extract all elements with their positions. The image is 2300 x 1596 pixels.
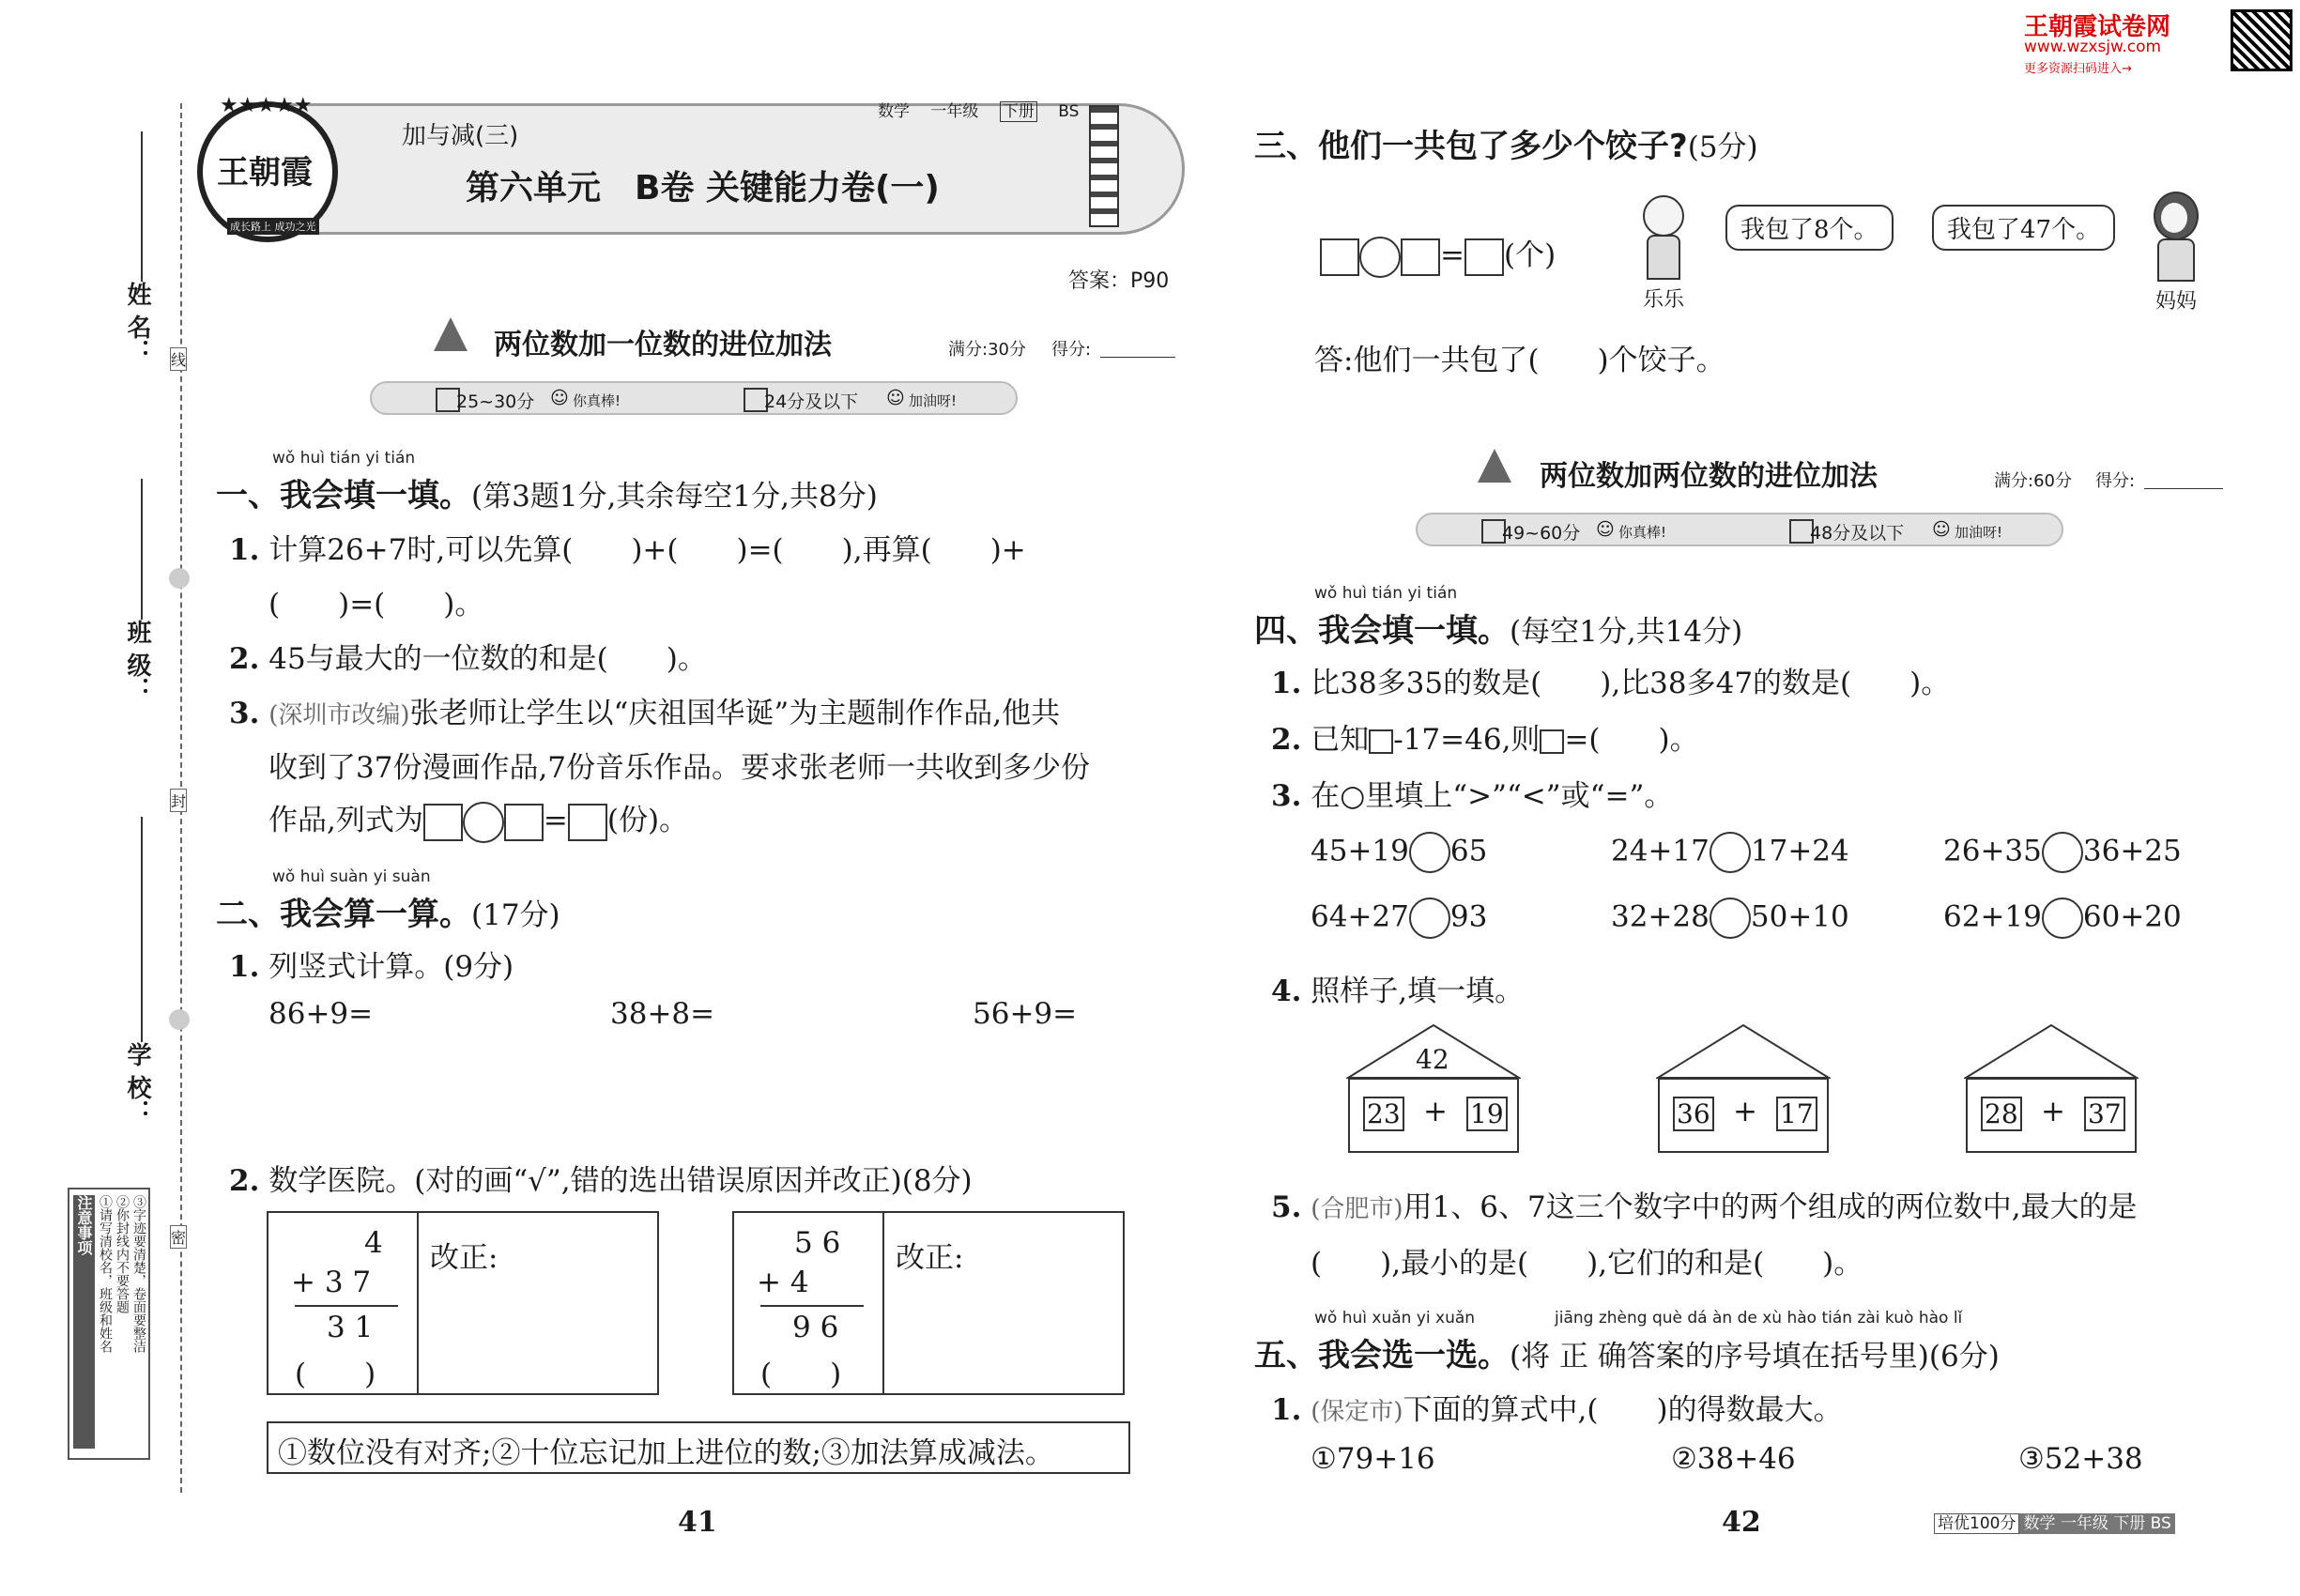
- school-label: 学 校：: [123, 1042, 151, 1125]
- note-1: ①请写清校名，班级和姓名: [98, 1195, 113, 1353]
- house-b: 37: [2084, 1097, 2125, 1131]
- part1-heading-row: [216, 469, 878, 515]
- part5-heading: 五、我会选一选。: [1254, 1337, 1510, 1374]
- compare-left: 45+19: [1311, 834, 1409, 868]
- part1-q2-text: 45与最大的一位数的和是( )。: [268, 642, 707, 676]
- option-2[interactable]: ②38+46: [1671, 1442, 1796, 1476]
- part2-q1: [229, 943, 514, 985]
- plus-sign: +: [2041, 1095, 2065, 1128]
- footer-badge: [1934, 1510, 2175, 1533]
- page-number-left: 41: [678, 1506, 717, 1539]
- compare-3: [1943, 832, 2182, 873]
- part2-q1-text: 列竖式计算。(9分): [268, 950, 514, 984]
- compare-right: 93: [1449, 899, 1488, 934]
- calc-2: 38+8=: [610, 997, 715, 1031]
- part4-q2-a: 已知: [1311, 723, 1370, 757]
- compare-circle[interactable]: [2042, 898, 2083, 939]
- option-3[interactable]: ③52+38: [2018, 1442, 2143, 1476]
- page-number-right: 42: [1722, 1506, 1761, 1539]
- q-number: 3.: [1271, 779, 1302, 813]
- unit: (个): [1503, 238, 1556, 272]
- q-number: 2.: [1271, 723, 1302, 757]
- compare-circle[interactable]: [1409, 898, 1450, 939]
- house-3: [1964, 1023, 2139, 1155]
- rating-good-text: 你真棒!: [1618, 524, 1667, 541]
- section2-full-score: 满分:60分: [1994, 471, 2072, 491]
- part5-q1-text: 下面的算式中,( )的得数最大。: [1403, 1393, 1843, 1427]
- boy-avatar: [1633, 195, 1690, 280]
- box2-paren[interactable]: ( ): [760, 1358, 842, 1391]
- rating-good-range: 25~30分: [456, 391, 535, 412]
- compare-circle[interactable]: [1710, 832, 1751, 873]
- section2-score-label: 得分:: [2095, 471, 2136, 491]
- part4-q1: [1271, 659, 1950, 701]
- rating-good-text: 你真棒!: [573, 392, 621, 409]
- part1-pinyin: wǒ huì tián yi tián: [272, 449, 416, 468]
- part1-q3-line2: 收到了37份漫画作品,7份音乐作品。要求张老师一共收到多少份: [268, 751, 1091, 785]
- rating-low-text: 加油呀!: [1955, 524, 2003, 541]
- part5-pinyin-2: jiāng zhèng què dá àn de xù hào tián zài kuò hào lǐ: [1555, 1309, 1963, 1327]
- mom-name: 妈妈: [2155, 290, 2198, 314]
- house-body: [1658, 1078, 1829, 1153]
- compare-left: 26+35: [1943, 834, 2042, 868]
- answer-box[interactable]: [1369, 729, 1393, 754]
- house-a: 23: [1363, 1097, 1404, 1131]
- smile-icon: ☺: [1596, 519, 1615, 540]
- box2-res: 9 6: [792, 1311, 839, 1344]
- watermark: [2018, 6, 2300, 81]
- header-grade: 一年级: [930, 102, 979, 121]
- lighthouse-icon: [1089, 105, 1119, 227]
- part4-q5-line2: ( ),最小的是( ),它们的和是( )。: [1311, 1247, 1863, 1281]
- clinic-box-1: [267, 1211, 659, 1395]
- compare-2: [1611, 832, 1849, 873]
- section1-title: 两位数加一位数的进位加法: [494, 329, 832, 361]
- logo-sub1: 成长路上: [230, 221, 271, 233]
- smile-icon: ☺: [550, 388, 569, 408]
- bubble-kid: 我包了8个。: [1725, 205, 1894, 251]
- name-label: 姓 名：: [123, 282, 151, 364]
- source-tag: (保定市): [1311, 1398, 1403, 1426]
- qr-code-icon: [2231, 9, 2292, 71]
- part3-answer: 答:他们一共包了( )个饺子。: [1314, 344, 1725, 377]
- option-1[interactable]: ①79+16: [1311, 1442, 1435, 1476]
- part4-q3-text: 在○里填上“>”“<”或“=”。: [1311, 779, 1674, 813]
- boy-body: [1647, 235, 1680, 280]
- part1-note: (第3题1分,其余每空1分,共8分): [471, 480, 878, 514]
- house-b: 19: [1466, 1097, 1508, 1131]
- mom-body: [2157, 238, 2195, 282]
- operator-circle[interactable]: [1359, 237, 1401, 278]
- part3-note: (5分): [1687, 130, 1758, 164]
- source-tag: (合肥市): [1311, 1195, 1403, 1223]
- compare-5: [1611, 898, 1849, 939]
- q-number: 1.: [229, 950, 260, 984]
- part3-eq: [1320, 231, 1556, 278]
- section2-score-line: [2144, 488, 2223, 489]
- part4-q5-line1: 用1、6、7这三个数字中的两个组成的两位数中,最大的是: [1403, 1190, 2138, 1224]
- class-line: [141, 479, 143, 620]
- part5-heading-row: [1254, 1329, 2000, 1375]
- logo-text: 王朝霞: [217, 154, 313, 192]
- watermark-url: www.wzxsjw.com: [2024, 38, 2162, 56]
- calc-3: 56+9=: [973, 997, 1078, 1031]
- scissors-icon: [169, 568, 190, 589]
- compare-1: [1311, 832, 1487, 873]
- house-2: [1656, 1023, 1831, 1155]
- logo-stars: ★★★★★: [220, 94, 313, 117]
- section1-rating: [370, 381, 1018, 415]
- part4-heading: 四、我会填一填。: [1254, 612, 1510, 650]
- box1-mid: + 3 7: [291, 1266, 372, 1299]
- house-a: 36: [1673, 1097, 1714, 1131]
- part4-q2: [1271, 715, 1699, 758]
- answer-box[interactable]: [1401, 238, 1440, 276]
- kid-name: 乐乐: [1643, 288, 1685, 312]
- sailboat-icon: [1478, 449, 1511, 483]
- house-a: 28: [1981, 1097, 2022, 1131]
- section2-title: 两位数加两位数的进位加法: [1540, 460, 1878, 493]
- boy-head: [1643, 195, 1684, 237]
- equals-sign: =: [543, 804, 568, 837]
- q-number: 2.: [229, 642, 260, 676]
- clinic-box-2: [732, 1211, 1125, 1395]
- part1-q1-line1: 计算26+7时,可以先算( )+( )=( ),再算( )+: [268, 533, 1026, 567]
- house-roof-number[interactable]: 42: [1416, 1044, 1449, 1075]
- footer-info: [2019, 1513, 2174, 1534]
- header-edition: BS: [1058, 102, 1080, 121]
- header-volume: 下册: [1000, 101, 1037, 122]
- part3-heading: 三、他们一共包了多少个饺子?: [1254, 128, 1688, 165]
- q-number: 3.: [229, 697, 260, 730]
- part1-q3-line3-text: 作品,列式为: [268, 804, 423, 837]
- part1-q3-line3: [268, 796, 688, 843]
- mom-face: [2161, 203, 2187, 233]
- cheer-icon: ☺: [1932, 519, 1951, 540]
- name-line: [141, 131, 143, 282]
- house-body: [1348, 1078, 1519, 1153]
- part4-q1-text: 比38多35的数是( ),比38多47的数是( )。: [1311, 667, 1951, 700]
- answer-box[interactable]: [423, 804, 463, 841]
- cut-char-3: 密: [170, 1225, 187, 1249]
- note-3: ③字迹要清楚，卷面要整洁: [131, 1195, 146, 1353]
- rating-good-range: 49~60分: [1502, 523, 1581, 544]
- answer-box[interactable]: [504, 804, 544, 841]
- notes-title: 注意事项: [73, 1195, 95, 1449]
- compare-6: [1943, 898, 2182, 939]
- cheer-icon: ☺: [886, 388, 905, 408]
- house-b: 17: [1776, 1097, 1817, 1131]
- q-number: 5.: [1271, 1190, 1302, 1224]
- compare-circle[interactable]: [2042, 832, 2083, 873]
- compare-left: 64+27: [1311, 899, 1409, 934]
- logo-sub: [227, 218, 319, 235]
- answer-box[interactable]: [1464, 238, 1504, 276]
- page-title: 第六单元 B卷 关键能力卷(一): [466, 169, 940, 207]
- compare-circle[interactable]: [1409, 832, 1450, 873]
- part2-heading: 二、我会算一算。: [216, 896, 471, 933]
- watermark-brand: 王朝霞试卷网: [2024, 13, 2171, 41]
- class-label: 班 级：: [123, 620, 151, 702]
- box2-fix: 改正:: [896, 1241, 964, 1275]
- part1-q3-line1: 张老师让学生以“庆祖国华诞”为主题制作作品,他共: [409, 697, 1061, 730]
- calc-1: 86+9=: [268, 997, 374, 1031]
- q-number: 4.: [1271, 974, 1302, 1008]
- divider: [417, 1213, 419, 1393]
- part1-heading: 一、我会填一填。: [216, 477, 471, 514]
- part4-pinyin: wǒ huì tián yi tián: [1314, 584, 1458, 603]
- binding-margin: [0, 0, 188, 1596]
- part4-heading-row: [1254, 605, 1742, 651]
- compare-circle[interactable]: [1710, 898, 1751, 939]
- compare-right: 65: [1449, 834, 1488, 868]
- header-subject: 数学: [878, 102, 910, 121]
- house-1: [1346, 1023, 1521, 1155]
- compare-left: 32+28: [1611, 899, 1710, 934]
- sailboat-icon: [434, 317, 468, 351]
- equals-sign: =: [1440, 238, 1464, 272]
- compare-right: 17+24: [1750, 834, 1849, 868]
- unit: (份)。: [606, 804, 689, 837]
- box2-top: 5 6: [794, 1226, 841, 1260]
- mom-avatar: [2144, 192, 2204, 280]
- box1-fix: 改正:: [430, 1241, 498, 1275]
- part2-heading-row: [216, 888, 560, 934]
- rating-low-range: 24分及以下: [764, 391, 859, 412]
- house-body: [1966, 1078, 2137, 1153]
- bubble-mom: 我包了47个。: [1932, 205, 2115, 251]
- plus-sign: +: [1423, 1095, 1448, 1128]
- house-roof: [1656, 1023, 1831, 1080]
- part5-q1: [1271, 1386, 1843, 1428]
- sum-line: [295, 1305, 398, 1307]
- compare-right: 60+20: [2082, 899, 2182, 934]
- box2-mid: + 4: [757, 1266, 809, 1299]
- house-roof: [1964, 1023, 2139, 1080]
- part2-q2: [229, 1157, 973, 1199]
- part2-pinyin: wǒ huì suàn yi suàn: [272, 867, 431, 886]
- rating-low-text: 加油呀!: [909, 392, 958, 409]
- part5-pinyin-1: wǒ huì xuǎn yi xuǎn: [1314, 1309, 1476, 1327]
- part4-q2-c: =( )。: [1564, 723, 1699, 757]
- cut-char-1: 线: [170, 347, 187, 371]
- q-number: 2.: [229, 1164, 260, 1198]
- section2-rating: [1416, 513, 2063, 546]
- answer-box[interactable]: [1540, 729, 1564, 754]
- logo-sub2: 成功之光: [274, 221, 316, 233]
- compare-right: 36+25: [2082, 834, 2182, 868]
- footer-edition: BS: [2150, 1514, 2171, 1533]
- cut-char-2: 封: [170, 789, 187, 812]
- part2-note: (17分): [471, 898, 560, 932]
- section1-full-score: 满分:30分: [948, 340, 1026, 360]
- box1-top: 4: [364, 1226, 383, 1260]
- notes-box: [68, 1188, 150, 1460]
- part4-q2-b: -17=46,则: [1393, 723, 1541, 757]
- box1-res: 3 1: [327, 1311, 374, 1344]
- q-number: 1.: [229, 533, 260, 567]
- plus-sign: +: [1733, 1095, 1757, 1128]
- part3-heading-row: [1254, 120, 1758, 166]
- part1-q3: [229, 689, 1060, 731]
- source-tag: (深圳市改编): [268, 701, 410, 729]
- footer-volume: 下册: [2113, 1514, 2146, 1533]
- error-reasons: ①数位没有对齐;②十位忘记加上进位的数;③加法算成减法。: [267, 1421, 1130, 1474]
- q-number: 1.: [1271, 667, 1302, 700]
- part4-q5: [1271, 1183, 2138, 1225]
- part1-q2: [229, 635, 707, 677]
- school-line: [141, 817, 143, 1042]
- answer-ref: 答案：P90: [1068, 269, 1170, 293]
- part4-q3: [1271, 772, 1673, 814]
- compare-left: 62+19: [1943, 899, 2042, 934]
- footer-grade: 一年级: [2060, 1514, 2108, 1533]
- compare-right: 50+10: [1750, 899, 1849, 934]
- compare-left: 24+17: [1611, 834, 1710, 868]
- part4-q4-text: 照样子,填一填。: [1311, 974, 1525, 1008]
- part2-q2-text: 数学医院。(对的画“√”,错的选出错误原因并改正)(8分): [268, 1164, 973, 1198]
- topic: 加与减(三): [402, 122, 519, 150]
- part1-q1: [229, 526, 1026, 568]
- section1-score-line: [1100, 357, 1175, 358]
- q-number: 1.: [1271, 1393, 1302, 1427]
- answer-box[interactable]: [568, 804, 607, 841]
- sum-line: [760, 1305, 864, 1307]
- part1-q1-line2: ( )=( )。: [268, 588, 484, 622]
- answer-box[interactable]: [1320, 238, 1359, 276]
- logo: [197, 94, 338, 242]
- section1-score-label: 得分:: [1051, 340, 1092, 360]
- divider: [882, 1213, 884, 1393]
- footer-subject: 数学: [2023, 1514, 2056, 1533]
- box1-paren[interactable]: ( ): [295, 1358, 376, 1391]
- watermark-tip: 更多资源扫码进入→: [2024, 62, 2132, 76]
- operator-circle[interactable]: [463, 802, 504, 843]
- part5-note: (将 正 确答案的序号填在括号里)(6分): [1510, 1340, 2000, 1373]
- part4-q4: [1271, 967, 1524, 1009]
- note-2: ②你封线内不要答题: [115, 1195, 130, 1313]
- footer-brand: 培优100分: [1934, 1513, 2019, 1534]
- header-meta: [878, 98, 1079, 121]
- rating-low-range: 48分及以下: [1810, 523, 1905, 544]
- scissors-icon-2: [169, 1009, 190, 1030]
- compare-4: [1311, 898, 1487, 939]
- part4-note: (每空1分,共14分): [1510, 615, 1743, 649]
